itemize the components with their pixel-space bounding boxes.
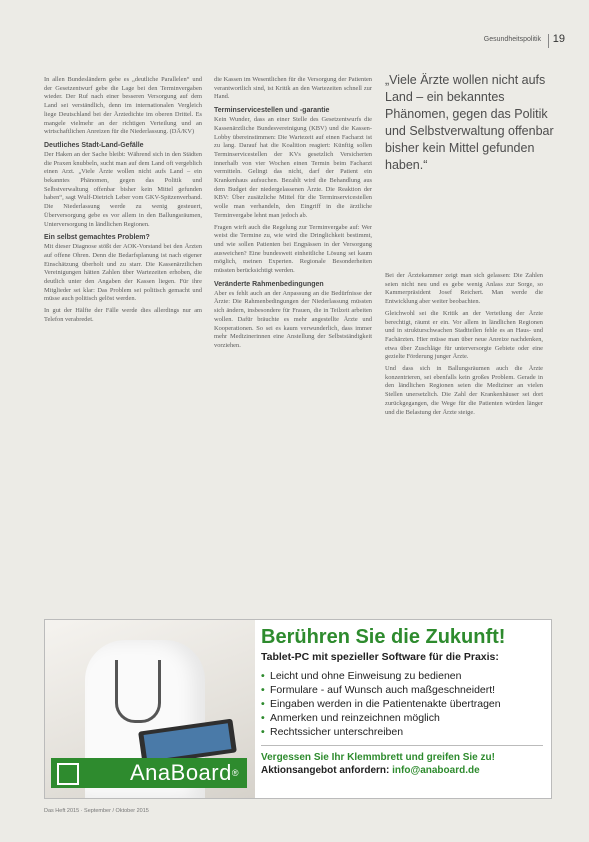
paragraph: Gleichwohl sei die Kritik an der Verteilung der Ärzte berechtigt, räumt er ein. Vor allem in ländlichen Regionen und in strukturschwachen Stadtteilen fehle es an Haus- und Fachärzten. Hier müsse man über neue Anreize nachdenken, etwa über Zuschläge für unterversorgte Gebiete oder eine gezielte Förderung junger Ärzte. <box>385 309 543 361</box>
section-label: Gesundheitspolitik <box>483 36 541 43</box>
ad-subheadline: Tablet-PC mit spezieller Software für die Praxis: <box>261 651 499 663</box>
ad-copy <box>261 626 543 777</box>
page-number: 19 <box>552 33 565 45</box>
bullet-icon: • <box>261 726 265 738</box>
paragraph: Aber es fehlt auch an der Anpassung an die Bedürfnisse der Ärzte: Die Rahmenbedingungen der Niederlassung müssten sich ändern, insbesondere für Frauen, die in Teilzeit arbeiten wollen. Dafür bräuchte es mehr angestellte Ärzte und Kooperationen. So sei es kaum verwunderlich, dass immer mehr Medizinerinnen eine Anstellung der Selbstständigkeit vorziehen. <box>214 289 372 349</box>
brand-mark-icon <box>57 763 79 785</box>
brand-name: AnaBoard <box>130 760 232 785</box>
brand-registered-mark: ® <box>231 768 239 778</box>
ad-photo-doctor <box>45 620 255 798</box>
brand-logo <box>51 758 247 788</box>
paragraph: Mit dieser Diagnose stößt der AOK-Vorstand bei den Ärzten auf offene Ohren. Denn die Bedarfsplanung ist nach eigener Einschätzung überholt und zu starr. Die Kassenärztlichen Vereinigungen hätten Zahlen über Wartezeiten erhoben, die deutlich unter den Angaben der Kassen liegen. Für ihre Mitglieder sei klar: Das Problem sei politisch gemacht und müsse auch politisch gelöst werden. <box>44 243 202 303</box>
bullet-icon: • <box>261 712 265 724</box>
ad-call-to-action: Vergessen Sie Ihr Klemmbrett und greifen Sie zu! <box>261 752 495 763</box>
ad-divider <box>261 745 543 746</box>
ad-feature-list <box>261 669 543 739</box>
paragraph: Der Haken an der Sache bleibt: Während sich in den Städten die Praxen knubbeln, sucht man auf dem Land oft vergeblich einen Arzt. „Viele Ärzte wollen nicht aufs Land – ein bekanntes Phänomen, gegen das Politik und Selbstverwaltung offenbar bisher kein Mittel gefunden haben“, sagt Wulf-Dietrich Leber vom GKV-Spitzenverband. Die Niederlassung werde zu wenig gesteuert, Überversorgung gebe es vor allem in den Ballungsräumen, Unterversorgung in ländlichen Regionen. <box>44 150 202 228</box>
header-divider <box>548 34 549 48</box>
article-column-1 <box>44 76 202 328</box>
paragraph: Kein Wunder, dass an einer Stelle des Gesetzentwurfs die Kassenärztliche Bundesvereinigung (KBV) und die Kassen-Lobby übereinstimmen: Die Wartezeit auf einen Facharzt ist zu lang. Darauf hat die Koalition reagiert: Künftig sollen Terminservicestellen der KVs gesetzlich Versicherten innerhalb von vier Wochen einen Termin beim Facharzt vermitteln. Gelingt das nicht, darf der Patient ein Krankenhaus aufsuchen. Bezahlt wird die Behandlung aus dem Budget der niedergelassenen Ärzte. Die Reaktion der KBV: Über zusätzliche Mittel für die Terminservicestellen wolle man verhandeln, den Eingriff in die ärztliche Terminvergabe lehnt man jedoch ab. <box>214 116 372 219</box>
paragraph: In gut der Hälfte der Fälle werde dies allerdings nur am Telefon verabredet. <box>44 307 202 323</box>
subheading-terminservice: Terminservicestellen und -garantie <box>214 107 330 115</box>
list-item: • Anmerken und reinzeichnen möglich <box>261 712 440 724</box>
pull-quote: „Viele Ärzte wollen nicht aufs Land – ein bekanntes Phänomen, gegen das Politik und Selbstverwaltung offenbar bisher kein Mittel gefunden haben.“ <box>385 73 554 172</box>
page-footer: Das Heft 2015 · September / Oktober 2015 <box>44 808 149 814</box>
ad-email-link[interactable]: info@anaboard.de <box>392 765 480 776</box>
ad-offer-line: Aktionsangebot anfordern: info@anaboard.de <box>261 765 480 776</box>
ad-headline: Berühren Sie die Zukunft! <box>261 626 506 648</box>
bullet-icon: • <box>261 670 265 682</box>
paragraph: In allen Bundesländern gebe es „deutliche Parallelen“ und der Gesetzentwurf gebe die Lage bei den Terminvergaben wieder. Der Ruf nach einer besseren Versorgung auf dem Land sei verständlich, denn im internationalen Vergleich liege Deutschland bei der Ärztedichte im oberen Drittel. Es mangele vielmehr an der richtigen Verteilung und an wirtschaftlichen Anreizen für die Niederlassung. (DÄ/KV) <box>44 76 202 136</box>
subheading-stadt-land: Deutliches Stadt-Land-Gefälle <box>44 141 144 149</box>
subheading-problem: Ein selbst gemachtes Problem? <box>44 234 150 242</box>
list-item: • Eingaben werden in die Patientenakte übertragen <box>261 698 501 710</box>
article-column-2 <box>214 76 372 354</box>
stethoscope-icon <box>115 660 161 723</box>
article-column-3 <box>385 272 543 420</box>
list-item: • Formulare - auf Wunsch auch maßgeschneidert! <box>261 684 496 696</box>
paragraph: die Kassen im Wesentlichen für die Versorgung der Patienten verantwortlich sind, ist Kritik an den Wartezeiten schnell zur Hand. <box>214 76 372 101</box>
paragraph: Bei der Ärztekammer zeigt man sich gelassen: Die Zahlen seien nicht neu und es gebe wenig Anlass zur Sorge, so Kammerpräsident Josef Reichert. Man werde die Entwicklung aber weiter beobachten. <box>385 272 543 306</box>
page-header <box>0 34 589 50</box>
bullet-icon: • <box>261 698 265 710</box>
paragraph: Und dass sich in Ballungsräumen auch die Ärzte konzentrieren, sei ebenfalls kein großes Problem. Gerade in den ländlichen Regionen seien die Mediziner an vielen Stellen unersetzlich. Die Zahl der Krankenhäuser sei dort zurückgegangen, die Wege für die Patienten würden länger und die Belastung der Ärzte steige. <box>385 365 543 416</box>
paragraph: Fragen wirft auch die Regelung zur Terminvergabe auf: Wer weist die Termine zu, wie wird die Dringlichkeit bestimmt, und wie sollen Patienten bei Engpässen in der Versorgung ausweichen? Eine bundesweit einheitliche Lösung sei kaum möglich, meinen Experten. Regionale Besonderheiten müssten berücksichtigt werden. <box>214 223 372 275</box>
list-item: • Leicht und ohne Einweisung zu bedienen <box>261 670 462 682</box>
list-item: • Rechtssicher unterschreiben <box>261 726 404 738</box>
bullet-icon: • <box>261 684 265 696</box>
subheading-rahmenbedingungen: Veränderte Rahmenbedingungen <box>214 280 324 288</box>
advertisement[interactable] <box>44 619 552 799</box>
